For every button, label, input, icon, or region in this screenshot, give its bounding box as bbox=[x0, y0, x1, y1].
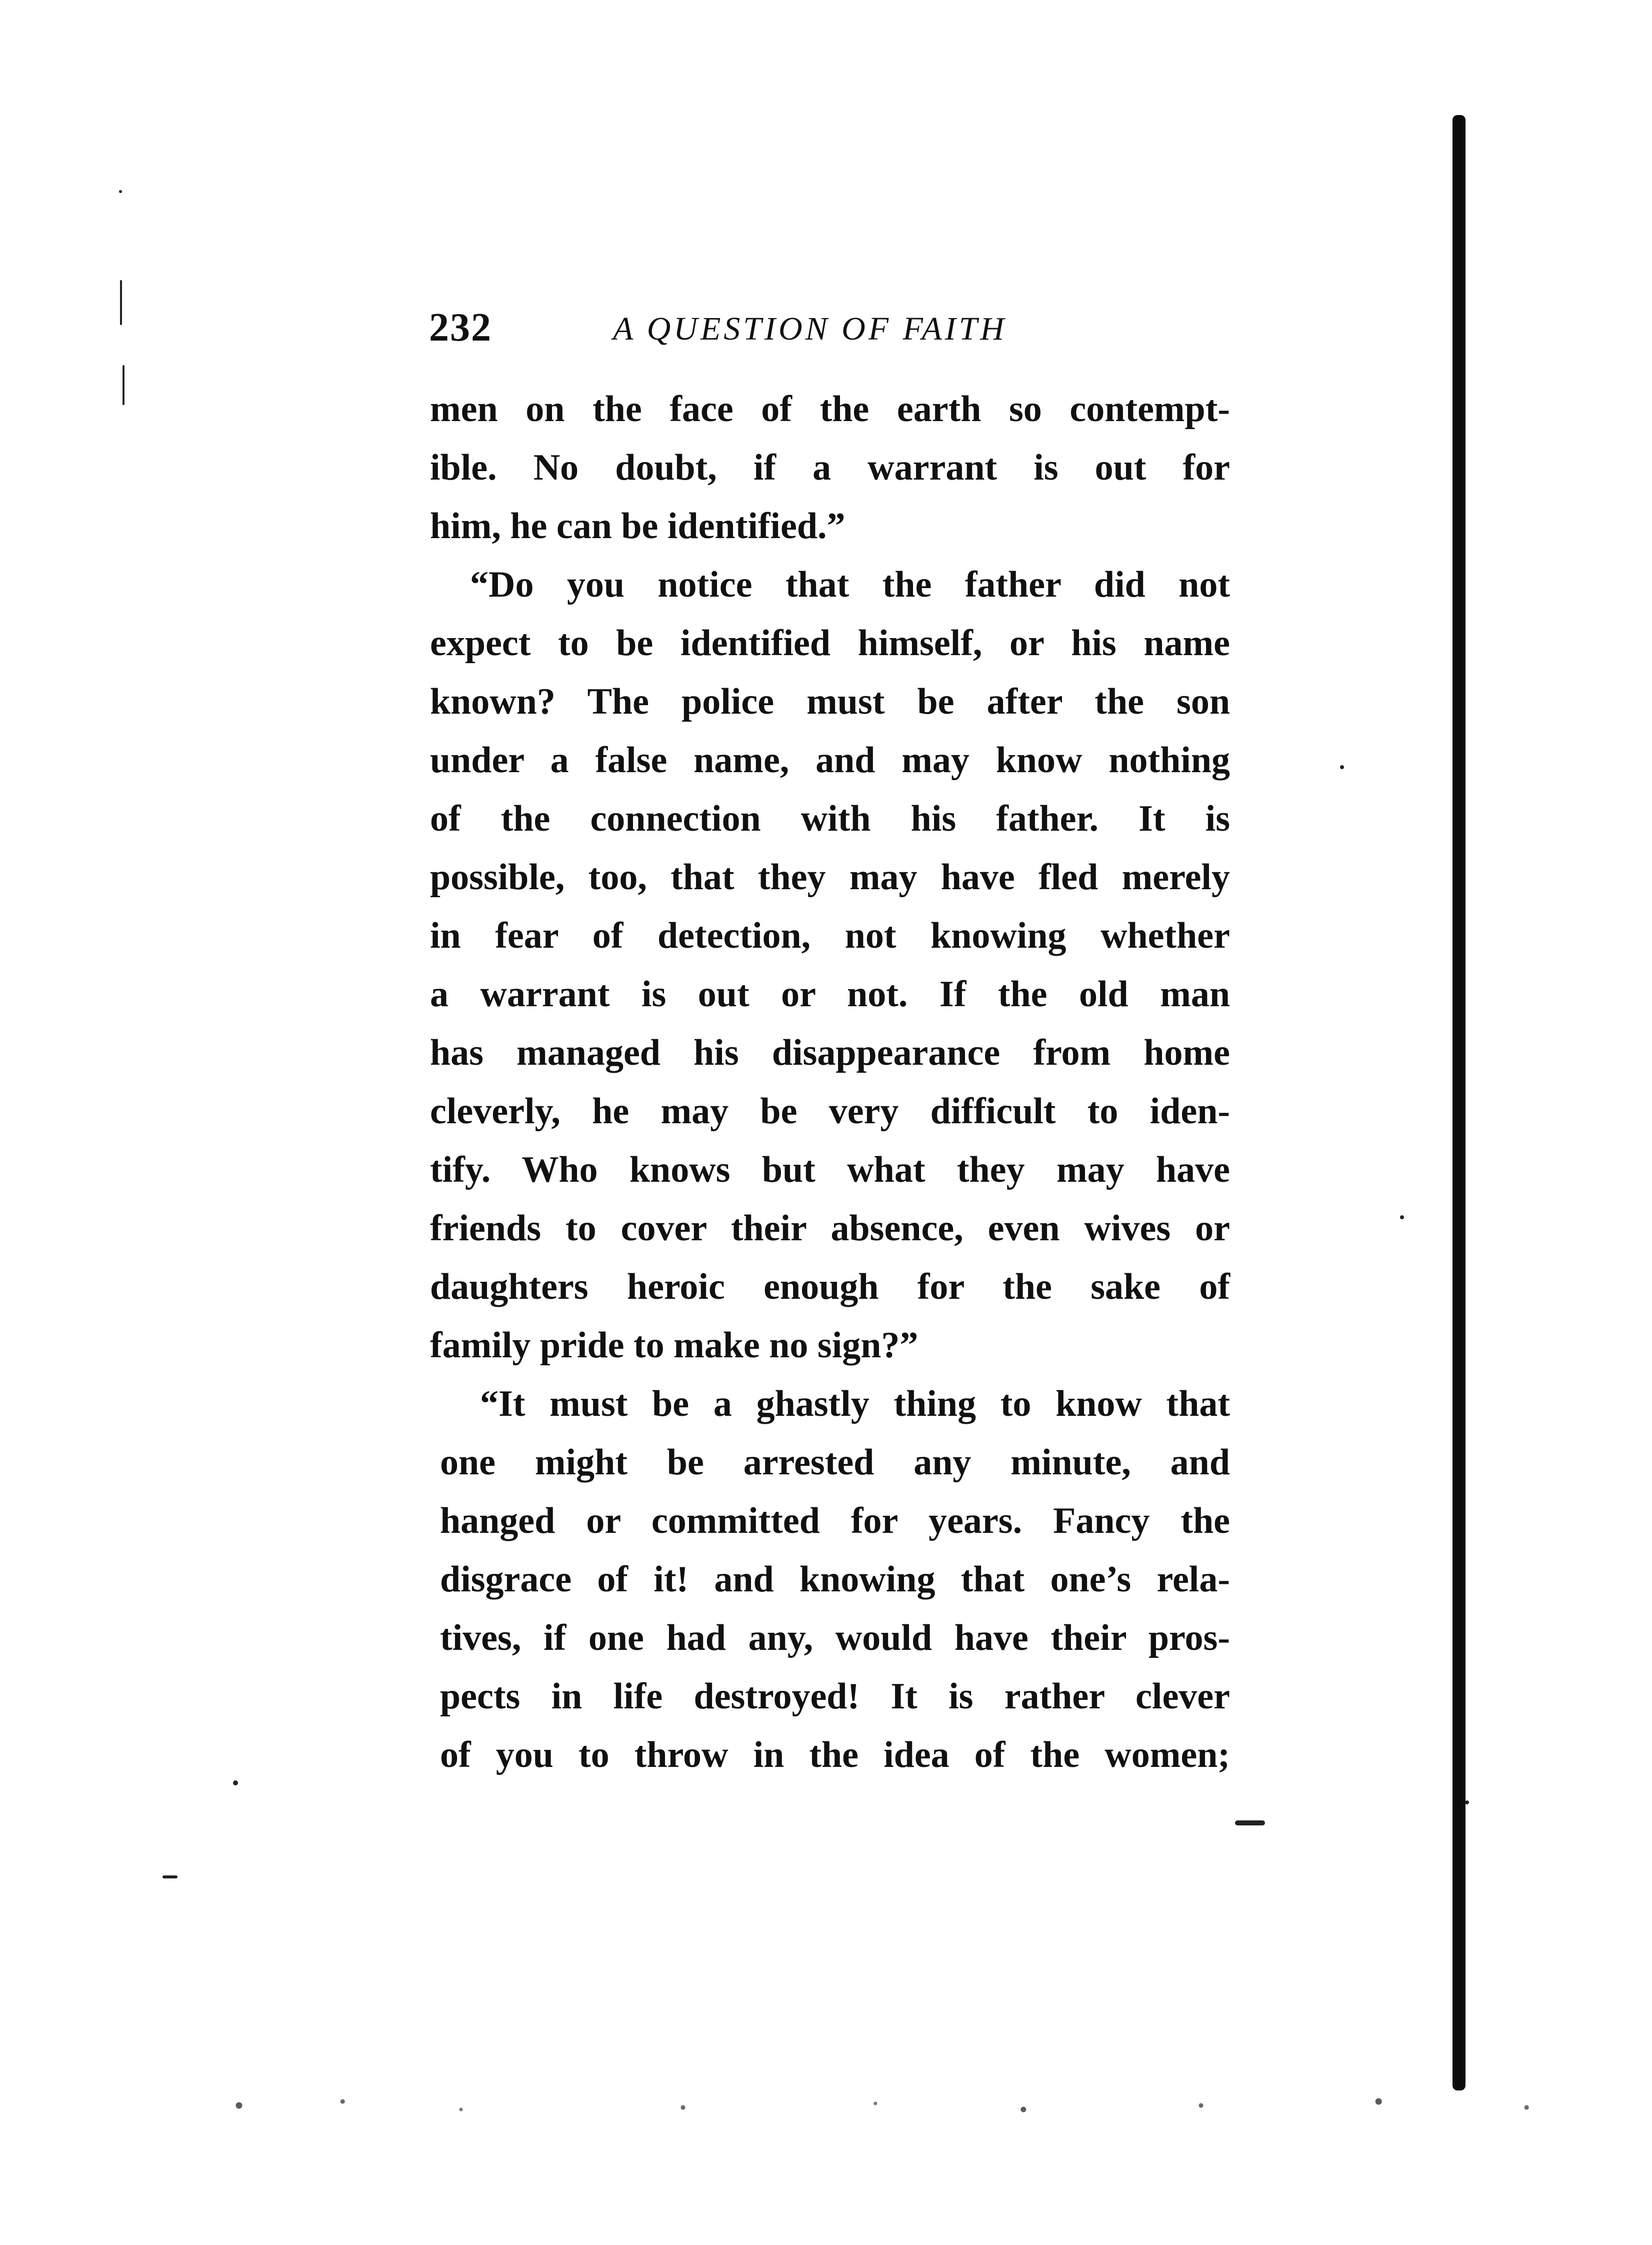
text-line: pects in life destroyed! It is rather clever bbox=[440, 1676, 1230, 1717]
text-line: one might be arrested any minute, and bbox=[440, 1442, 1230, 1483]
text-line: tify. Who knows but what they may have bbox=[430, 1149, 1230, 1190]
scan-noise bbox=[165, 2085, 1645, 2125]
running-head bbox=[429, 305, 1229, 360]
page-number: 232 bbox=[429, 306, 492, 350]
text-line: of the connection with his father. It is bbox=[430, 798, 1230, 839]
scan-speck bbox=[120, 280, 122, 325]
scan-speck bbox=[119, 190, 122, 193]
scan-speck bbox=[1400, 1215, 1404, 1219]
text-line: tives, if one had any, would have their pros- bbox=[440, 1617, 1230, 1658]
scan-speck bbox=[1235, 1820, 1265, 1825]
binding-shadow bbox=[1452, 115, 1466, 2090]
text-line: ible. No doubt, if a warrant is out for bbox=[430, 447, 1230, 488]
text-line: a warrant is out or not. If the old man bbox=[430, 974, 1230, 1015]
scan-speck bbox=[1465, 1800, 1469, 1804]
text-line: in fear of detection, not knowing whether bbox=[430, 915, 1230, 956]
book-title: A QUESTION OF FAITH bbox=[613, 311, 1008, 347]
scan-speck bbox=[162, 1875, 178, 1878]
text-line: “It must be a ghastly thing to know that bbox=[480, 1383, 1230, 1424]
scan-speck bbox=[233, 1780, 238, 1785]
text-line: family pride to make no sign?” bbox=[430, 1325, 918, 1366]
text-line: has managed his disappearance from home bbox=[430, 1032, 1230, 1073]
text-line: him, he can be identified.” bbox=[430, 506, 846, 547]
body-text bbox=[430, 380, 1230, 1784]
text-line: men on the face of the earth so contempt- bbox=[430, 389, 1230, 430]
text-line: friends to cover their absence, even wives or bbox=[430, 1208, 1230, 1249]
text-line: cleverly, he may be very difficult to iden- bbox=[430, 1091, 1230, 1132]
text-line: known? The police must be after the son bbox=[430, 681, 1230, 722]
text-line: under a false name, and may know nothing bbox=[430, 740, 1230, 781]
scan-speck bbox=[122, 365, 124, 405]
text-line: expect to be identified himself, or his name bbox=[430, 623, 1230, 664]
scan-speck bbox=[1340, 765, 1344, 769]
text-line: of you to throw in the idea of the women; bbox=[440, 1734, 1230, 1775]
text-line: hanged or committed for years. Fancy the bbox=[440, 1500, 1230, 1541]
text-line: possible, too, that they may have fled merely bbox=[430, 857, 1230, 898]
text-line: disgrace of it! and knowing that one’s rela- bbox=[440, 1559, 1230, 1600]
text-line: daughters heroic enough for the sake of bbox=[430, 1266, 1230, 1307]
text-line: “Do you notice that the father did not bbox=[470, 564, 1230, 605]
